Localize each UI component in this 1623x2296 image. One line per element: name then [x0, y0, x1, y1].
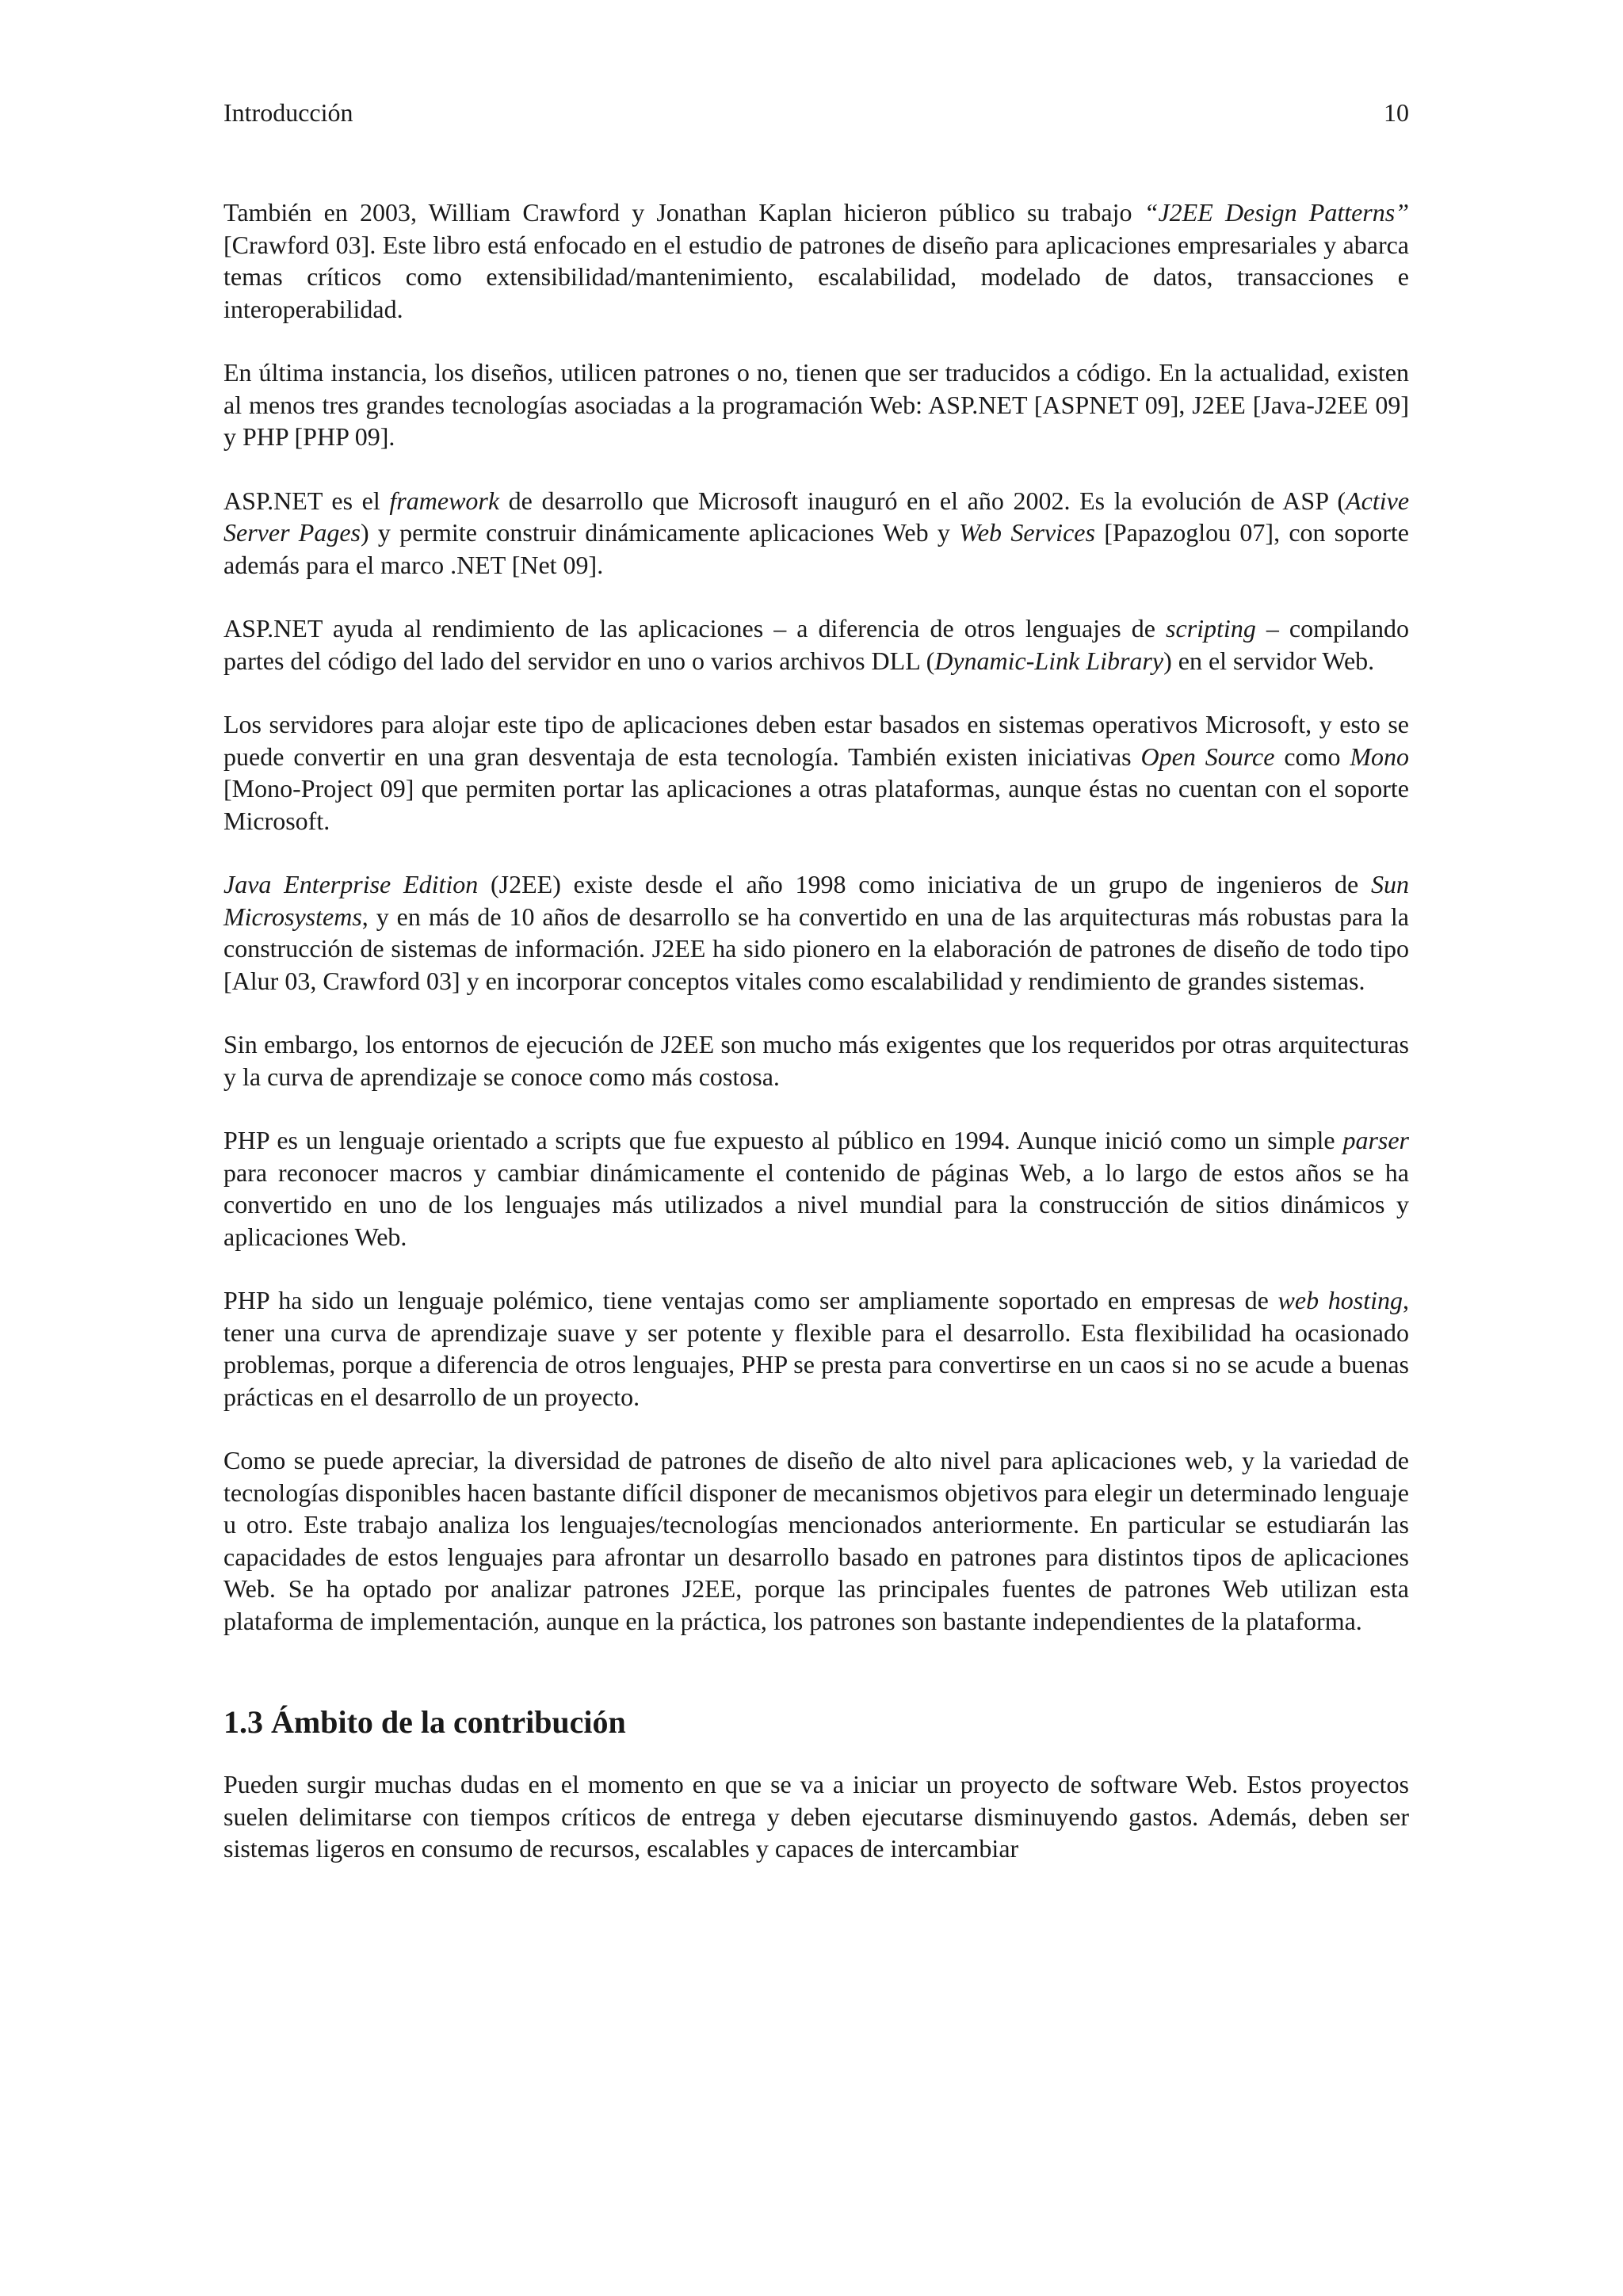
text-run: En última instancia, los diseños, utilicen patrones o no, tienen que ser traducidos a código. En la actualidad, existen al menos tres grandes tecnologías asociadas a la programación Web: ASP.NET [ASPNET 09], J2EE [Java-J2EE 09] y PHP [PHP 09]. — [223, 358, 1409, 451]
running-header — [223, 93, 1409, 132]
text-run: ) y permite construir dinámicamente aplicaciones Web y — [360, 518, 960, 547]
body-paragraph — [223, 196, 1409, 325]
text-run: PHP es un lenguaje orientado a scripts que fue expuesto al público en 1994. Aunque inició como un simple — [223, 1126, 1343, 1154]
section-heading: 1.3 Ámbito de la contribución — [223, 1704, 626, 1740]
italic-text: web hosting — [1277, 1286, 1403, 1314]
paragraphs-before-heading — [223, 196, 1409, 1637]
paragraphs-after-heading — [223, 1768, 1409, 1865]
italic-text: Web Services — [959, 518, 1095, 547]
italic-text: framework — [389, 486, 500, 515]
italic-text: parser — [1342, 1126, 1409, 1154]
text-run: – compilando partes del código del lado del servidor en uno o varios archivos DLL ( — [223, 614, 1410, 675]
body-paragraph — [223, 1124, 1409, 1253]
body-paragraph — [223, 1768, 1409, 1865]
body-paragraph — [223, 485, 1409, 582]
italic-text: Dynamic-Link Library — [934, 646, 1164, 675]
text-run: [Papazoglou 07], con soporte además para el marco .NET [Net 09]. — [223, 518, 1409, 579]
text-run: (J2EE) existe desde el año 1998 como iniciativa de un grupo de ingenieros de — [478, 870, 1372, 898]
body-paragraph — [223, 1444, 1409, 1637]
body-paragraph — [223, 1284, 1409, 1413]
body-paragraph — [223, 1028, 1409, 1093]
text-run: ASP.NET es el — [223, 486, 390, 515]
text-run: PHP ha sido un lenguaje polémico, tiene ventajas como ser ampliamente soportado en empresas de — [223, 1286, 1278, 1314]
body-paragraph — [223, 612, 1409, 677]
text-run: de desarrollo que Microsoft inauguró en el año 2002. Es la evolución de ASP ( — [499, 486, 1346, 515]
text-run: [Mono-Project 09] que permiten portar las aplicaciones a otras plataformas, aunque éstas no cuentan con el soporte Microsoft. — [223, 774, 1409, 835]
body-paragraph — [223, 357, 1409, 453]
text-run: como — [1274, 742, 1350, 771]
text-run: Pueden surgir muchas dudas en el momento en que se va a iniciar un proyecto de software Web. Estos proyectos suelen delimitarse con tiempos críticos de entrega y deben ejecutarse disminuyendo gastos. Además, deben ser sistemas ligeros en consumo de recursos, escalables y capaces de intercambiar — [223, 1770, 1409, 1863]
text-run: [Crawford 03]. Este libro está enfocado en el estudio de patrones de diseño para aplicaciones empresariales y abarca temas críticos como extensibilidad/mantenimiento, escalabilidad, modelado de datos, transacciones e interoperabilidad. — [223, 230, 1409, 323]
header-section-name: Introducción — [223, 98, 353, 127]
italic-text: scripting — [1166, 614, 1256, 643]
italic-text: Active Server Pages — [223, 486, 1410, 547]
italic-text: Sun Microsystems — [223, 870, 1410, 931]
text-run: ) en el servidor Web. — [1163, 646, 1375, 675]
italic-text: Mono — [1350, 742, 1410, 771]
text-run: para reconocer macros y cambiar dinámicamente el contenido de páginas Web, a lo largo de estos años se ha convertido en uno de los lenguajes más utilizados a nivel mundial para la construcción de sitios dinámicos y aplicaciones Web. — [223, 1158, 1409, 1251]
document-body — [223, 196, 1409, 1897]
text-run: Como se puede apreciar, la diversidad de patrones de diseño de alto nivel para aplicaciones web, y la variedad de tecnologías disponibles hacen bastante difícil disponer de mecanismos objetivos para elegir un determinado lenguaje u otro. Este trabajo analiza los lenguajes/tecnologías mencionados anteriormente. En particular se estudiarán las capacidades de estos lenguajes para afrontar un desarrollo basado en patrones para distintos tipos de aplicaciones Web. Se ha optado por analizar patrones J2EE, porque las principales fuentes de patrones Web utilizan esta plataforma de implementación, aunque en la práctica, los patrones son bastante independientes de la plataforma. — [223, 1446, 1409, 1635]
italic-text: Open Source — [1140, 742, 1275, 771]
text-run: Los servidores para alojar este tipo de aplicaciones deben estar basados en sistemas operativos Microsoft, y esto se puede convertir en una gran desventaja de esta tecnología. También existen iniciativas — [223, 710, 1409, 771]
body-paragraph — [223, 868, 1409, 997]
text-run: , tener una curva de aprendizaje suave y ser potente y flexible para el desarrollo. Esta flexibilidad ha ocasionado problemas, porque a diferencia de otros lenguajes, PHP se presta para convertirse en un caos si no se acude a buenas prácticas en el desarrollo de un proyecto. — [223, 1286, 1410, 1411]
body-paragraph — [223, 708, 1409, 837]
text-run: , y en más de 10 años de desarrollo se ha convertido en una de las arquitecturas más robustas para la construcción de sistemas de información. J2EE ha sido pionero en la elaboración de patrones de diseño de todo tipo [Alur 03, Crawford 03] y en incorporar conceptos vitales como escalabilidad y rendimiento de grandes sistemas. — [223, 902, 1409, 995]
page-number: 10 — [1384, 98, 1409, 127]
italic-text: “J2EE Design Patterns” — [1144, 198, 1409, 227]
text-run: También en 2003, William Crawford y Jonathan Kaplan hicieron público su trabajo — [223, 198, 1144, 227]
text-run: Sin embargo, los entornos de ejecución de J2EE son mucho más exigentes que los requeridos por otras arquitecturas y la curva de aprendizaje se conoce como más costosa. — [223, 1030, 1409, 1091]
text-run: ASP.NET ayuda al rendimiento de las aplicaciones – a diferencia de otros lenguajes de — [223, 614, 1167, 643]
italic-text: Java Enterprise Edition — [223, 870, 479, 898]
